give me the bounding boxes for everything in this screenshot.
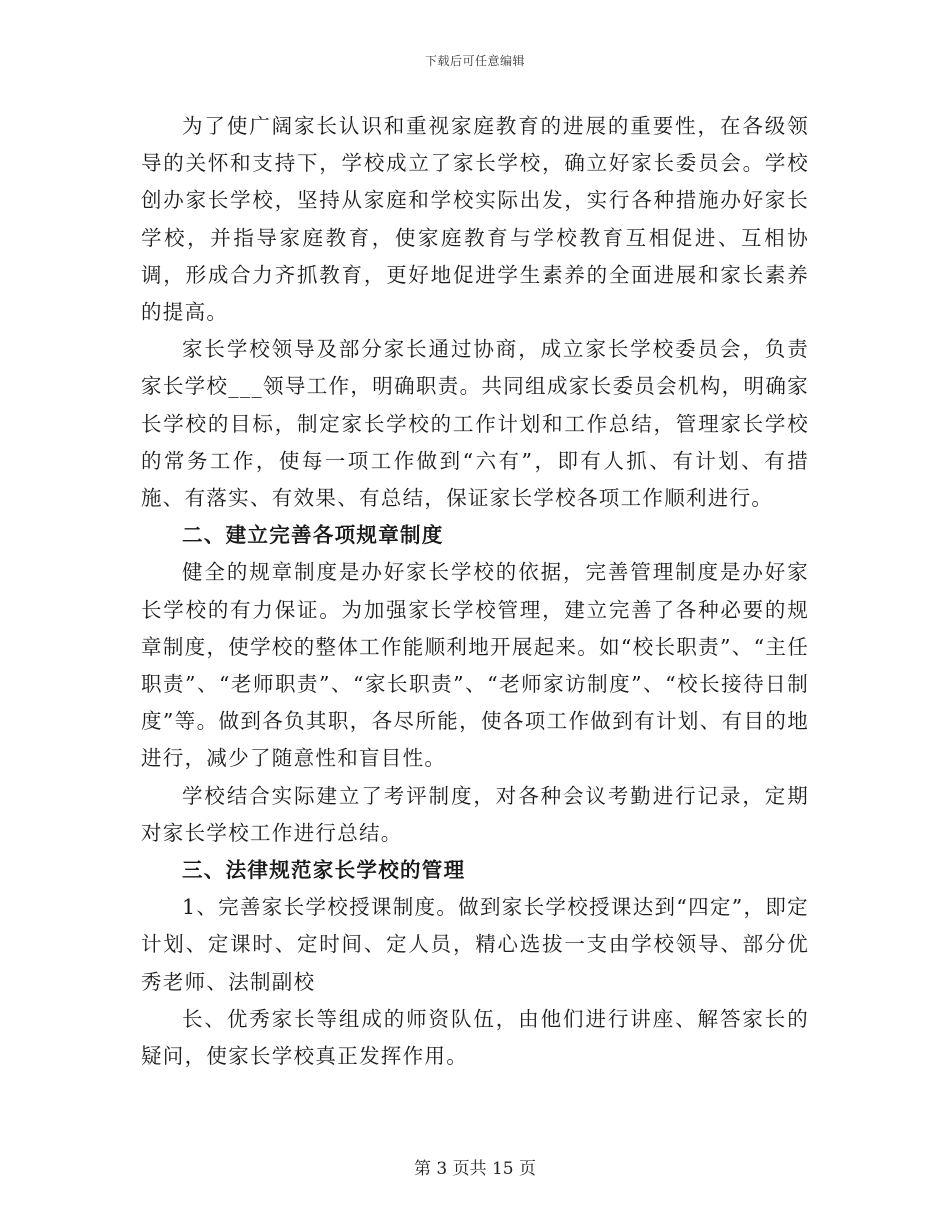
page-number-footer: 第 3 页共 15 页: [413, 1159, 537, 1179]
paragraph-parent-committee: 家长学校领导及部分家长通过协商，成立家长学校委员会，负责家长学校___领导工作，明确职责。共同组成家长委员会机构，明确家长学校的目标，制定家长学校的工作计划和工作总结，管理家长学校的常务工作，使每一项工作做到“六有”，即有人抓、有计划、有措施、有落实、有效果、有总结，保证家长学校各项工作顺利进行。: [141, 337, 809, 511]
section-heading-regulations: 二、建立完善各项规章制度: [182, 523, 444, 548]
paragraph-teaching-staff: 长、优秀家长等组成的师资队伍，由他们进行讲座、解答家长的疑问，使家长学校真正发挥作用。: [141, 1006, 809, 1069]
section-heading-management: 三、法律规范家长学校的管理: [182, 858, 466, 883]
paragraph-evaluation-system: 学校结合实际建立了考评制度，对各种会议考勤进行记录，定期对家长学校工作进行总结。: [141, 783, 809, 845]
paragraph-parent-education-importance: 为了使广阔家长认识和重视家庭教育的进展的重要性，在各级领导的关怀和支持下，学校成立了家长学校，确立好家长委员会。学校创办家长学校，坚持从家庭和学校实际出发，实行各种措施办好家长学校，并指导家庭教育，使家庭教育与学校教育互相促进、互相协调，形成合力齐抓教育，更好地促进学生素养的全面进展和家长素养的提高。: [141, 114, 809, 325]
page-header: 下载后可任意编辑: [424, 54, 525, 68]
paragraph-teaching-system: 1、完善家长学校授课制度。做到家长学校授课达到“四定”，即定计划、定课时、定时间、定人员，精心选拔一支由学校领导、部分优秀老师、法制副校: [141, 895, 809, 994]
paragraph-regulations: 健全的规章制度是办好家长学校的依据，完善管理制度是办好家长学校的有力保证。为加强家长学校管理，建立完善了各种必要的规章制度，使学校的整体工作能顺利地开展起来。如“校长职责”、“主任职责”、“老师职责”、“家长职责”、“老师家访制度”、“校长接待日制度”等。做到各负其职，各尽所能，使各项工作做到有计划、有目的地进行，减少了随意性和盲目性。: [141, 560, 809, 771]
document-body: [141, 108, 809, 1075]
